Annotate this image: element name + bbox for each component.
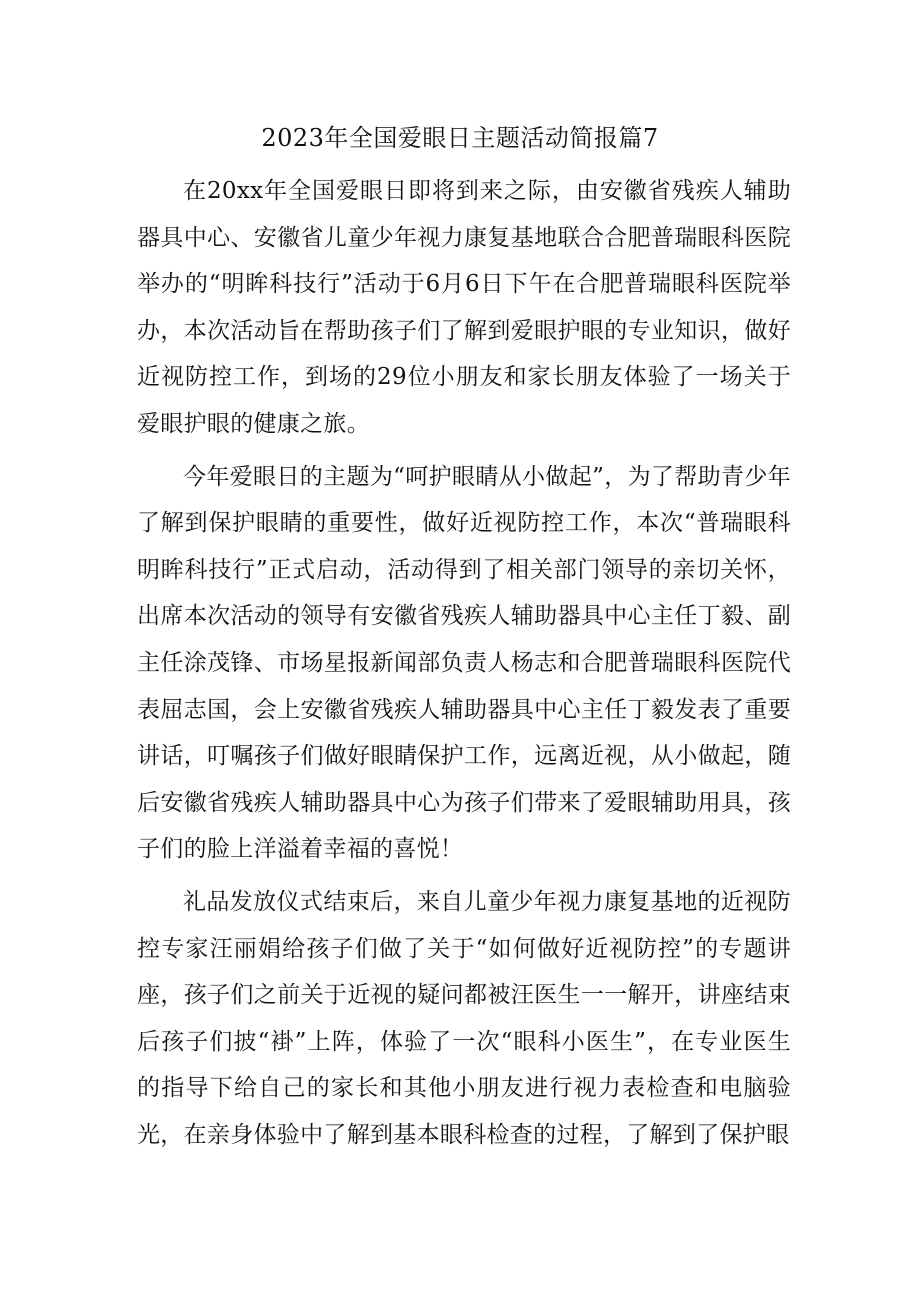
paragraph-3: 礼品发放仪式结束后，来自儿童少年视力康复基地的近视防控专家汪丽娟给孩子们做了关于“如何做好近视防控”的专题讲座，孩子们之前关于近视的疑问都被汪医生一一解开，讲座结束后孩子们披“褂”上阵，体验了一次“眼科小医生”，在专业医生的指导下给自己的家长和其他小朋友进行视力表检查和电脑验光，在亲身体验中了解到基本眼科检查的过程，了解到了保护眼 [137,888,791,1148]
document-body [137,168,791,1164]
paragraph-2: 今年爱眼日的主题为“呵护眼睛从小做起”，为了帮助青少年了解到保护眼睛的重要性，做好近视防控工作，本次“普瑞眼科明眸科技行”正式启动，活动得到了相关部门领导的亲切关怀，出席本次活动的领导有安徽省残疾人辅助器具中心主任丁毅、副主任涂茂锋、市场星报新闻部负责人杨志和合肥普瑞眼科医院代表屈志国，会上安徽省残疾人辅助器具中心主任丁毅发表了重要讲话，叮嘱孩子们做好眼睛保护工作，远离近视，从小做起，随后安徽省残疾人辅助器具中心为孩子们带来了爱眼辅助用具，孩子们的脸上洋溢着幸福的喜悦！ [137,463,791,863]
paragraph-1: 在20xx年全国爱眼日即将到来之际，由安徽省残疾人辅助器具中心、安徽省儿童少年视力康复基地联合合肥普瑞眼科医院举办的“明眸科技行”活动于6月6日下午在合肥普瑞眼科医院举办，本次活动旨在帮助孩子们了解到爱眼护眼的专业知识，做好近视防控工作，到场的29位小朋友和家长朋友体验了一场关于爱眼护眼的健康之旅。 [137,178,791,437]
document-title: 2023年全国爱眼日主题活动简报篇7 [261,124,659,152]
